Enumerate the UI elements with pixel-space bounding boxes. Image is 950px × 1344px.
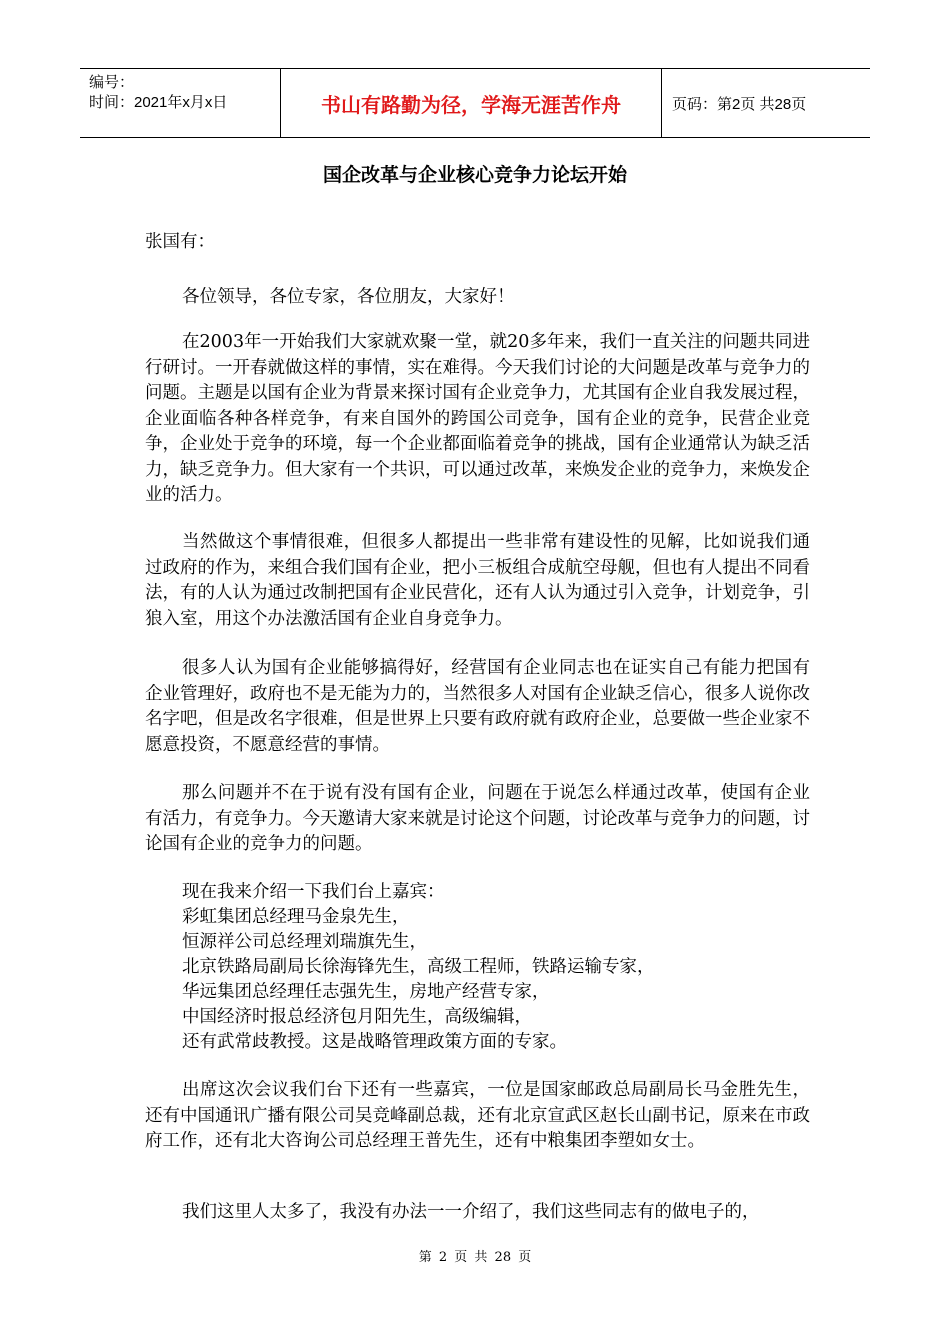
list-item: 彩虹集团总经理马金泉先生， — [182, 907, 410, 927]
document-title: 国企改革与企业核心竞争力论坛开始 — [322, 164, 627, 186]
header-page-cell — [662, 69, 870, 137]
paragraph-greeting: 各位领导，各位专家，各位朋友，大家好！ — [182, 287, 515, 307]
speaker-name: 张国有： — [145, 232, 215, 252]
list-item: 现在我来介绍一下我们台上嘉宾： — [182, 882, 445, 902]
paragraph-views: 当然做这个事情很难，但很多人都提出一些非常有建设性的见解，比如说我们通过政府的作为，来组合我们国有企业，把小三板组合成航空母舰，但也有人提出不同看法，有的人认为通过改制把国有企业民营化，还有人认为通过引入竞争，计划竞争，引狼入室，用这个办法激活国有企业自身竞争力。 — [145, 532, 810, 629]
paragraph-closing: 我们这里人太多了，我没有办法一一介绍了，我们这些同志有的做电子的， — [182, 1202, 760, 1222]
page-info: 页码：第2页 共28页 — [672, 95, 807, 113]
list-item: 中国经济时报总经济包月阳先生，高级编辑， — [182, 1007, 532, 1027]
header-meta-cell — [80, 69, 281, 137]
list-item: 北京铁路局副局长徐海锋先生，高级工程师，铁路运输专家， — [182, 957, 655, 977]
time-label: 时间：2021年x月x日 — [89, 94, 228, 111]
paragraph-attendees: 出席这次会议我们台下还有一些嘉宾，一位是国家邮政总局副局长马金胜先生，还有中国通讯广播有限公司吴竞峰副总裁，还有北京宣武区赵长山副书记，原来在市政府工作，还有北大咨询公司总经理王普先生，还有中粮集团李塑如女士。 — [145, 1080, 810, 1151]
header-motto-cell — [281, 69, 662, 137]
list-item: 恒源祥公司总经理刘瑞旗先生， — [182, 932, 427, 952]
number-label: 编号： — [89, 74, 135, 91]
header-table — [80, 68, 870, 138]
list-item: 还有武常歧教授。这是战略管理政策方面的专家。 — [182, 1032, 567, 1052]
page-footer: 第 2 页 共 28 页 — [418, 1250, 532, 1265]
motto: 书山有路勤为径，学海无涯苦作舟 — [321, 92, 621, 117]
paragraph-confidence: 很多人认为国有企业能够搞得好，经营国有企业同志也在证实自己有能力把国有企业管理好，政府也不是无能为力的，当然很多人对国有企业缺乏信心，很多人说你改名字吧，但是改名字很难，但是世界上只要有政府就有政府企业，总要做一些企业家不愿意投资，不愿意经营的事情。 — [145, 658, 810, 755]
paragraph-intro: 在2003年一开始我们大家就欢聚一堂，就20多年来，我们一直关注的问题共同进行研讨。一开春就做这样的事情，实在难得。今天我们讨论的大问题是改革与竞争力的问题。主题是以国有企业为背景来探讨国有企业竞争力，尤其国有企业自我发展过程，企业面临各种各样竞争，有来自国外的跨国公司竞争，国有企业的竞争，民营企业竞争，企业处于竞争的环境，每一个企业都面临着竞争的挑战，国有企业通常认为缺乏活力，缺乏竞争力。但大家有一个共识，可以通过改革，来焕发企业的竞争力，来焕发企业的活力。 — [145, 332, 810, 505]
list-item: 华远集团总经理任志强先生，房地产经营专家， — [182, 982, 550, 1002]
paragraph-question: 那么问题并不在于说有没有国有企业，问题在于说怎么样通过改革，使国有企业有活力，有竞争力。今天邀请大家来就是讨论这个问题，讨论改革与竞争力的问题，讨论国有企业的竞争力的问题。 — [145, 783, 810, 854]
